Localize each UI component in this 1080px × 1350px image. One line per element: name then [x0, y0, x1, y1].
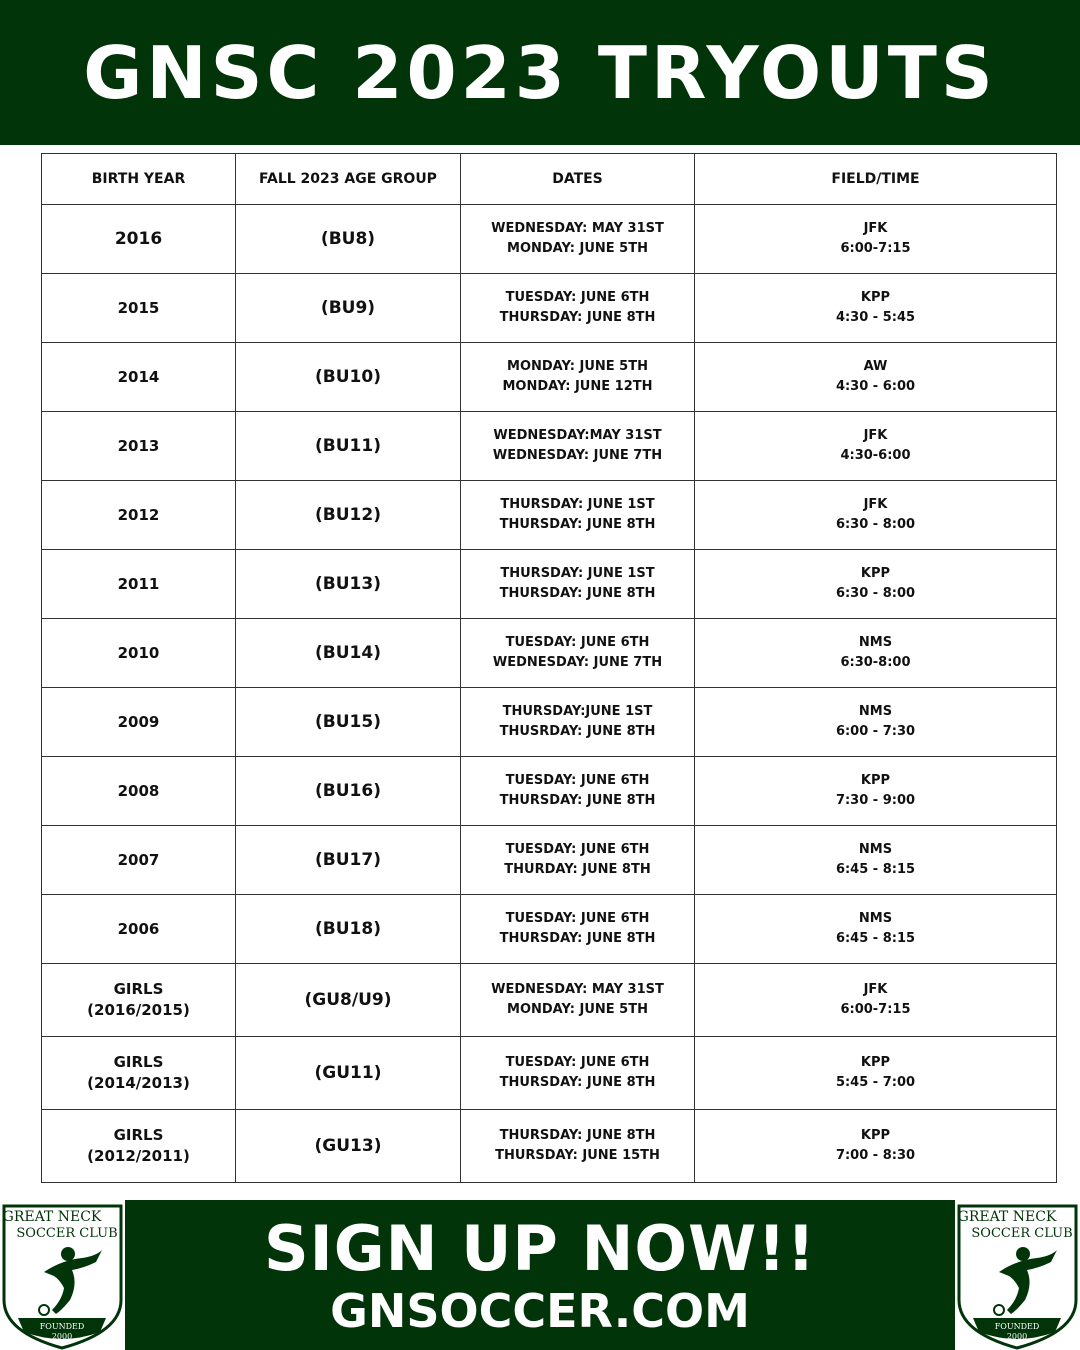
age-group-cell: (BU9)	[236, 274, 461, 343]
logo-text-great-neck: GREAT NECK	[2, 1209, 102, 1225]
time-range: 6:00 - 7:30	[835, 724, 916, 739]
column-header-age-group: FALL 2023 AGE GROUP	[236, 154, 461, 205]
age-group-cell: (BU10)	[236, 343, 461, 412]
dates-cell	[461, 1037, 695, 1110]
birth-year-text: 2008	[117, 781, 160, 800]
field-name: KPP	[860, 1128, 891, 1143]
tryouts-table	[41, 153, 1057, 1183]
field-name: NMS	[858, 911, 893, 926]
tryout-date: THURDAY: JUNE 8TH	[504, 862, 651, 877]
table-body	[42, 205, 1057, 1183]
table-row	[42, 205, 1057, 274]
field-time-cell	[695, 964, 1057, 1037]
dates-cell	[461, 895, 695, 964]
dates-cell	[461, 826, 695, 895]
dates-cell	[461, 274, 695, 343]
tryout-date: WEDNESDAY: MAY 31ST	[491, 982, 664, 997]
birth-year-cell	[42, 964, 236, 1037]
age-group-cell: (BU17)	[236, 826, 461, 895]
table-row	[42, 550, 1057, 619]
dates-cell	[461, 757, 695, 826]
birth-year-cell	[42, 688, 236, 757]
website-link[interactable]: GNSOCCER.COM	[330, 1284, 750, 1338]
birth-year-text: (2016/2015)	[87, 1001, 190, 1019]
logo-text-soccer-club: SOCCER CLUB	[971, 1226, 1073, 1241]
field-time-cell	[695, 550, 1057, 619]
field-name: KPP	[860, 566, 891, 581]
field-time-cell	[695, 1110, 1057, 1183]
tryout-date: THUSRDAY: JUNE 8TH	[499, 724, 656, 739]
table-row	[42, 1037, 1057, 1110]
dates-cell	[461, 964, 695, 1037]
field-name: KPP	[860, 773, 891, 788]
dates-cell	[461, 688, 695, 757]
time-range: 7:30 - 9:00	[835, 793, 916, 808]
age-group-cell: (GU13)	[236, 1110, 461, 1183]
time-range: 5:45 - 7:00	[835, 1075, 916, 1090]
tryout-date: THURSDAY: JUNE 1ST	[500, 497, 655, 512]
dates-cell	[461, 412, 695, 481]
tryout-date: THURSDAY: JUNE 15TH	[495, 1148, 660, 1163]
birth-year-text: (2012/2011)	[87, 1147, 190, 1165]
birth-year-text: 2009	[117, 712, 160, 731]
dates-cell	[461, 619, 695, 688]
age-group-cell: (BU8)	[236, 205, 461, 274]
field-time-cell	[695, 688, 1057, 757]
tryout-date: TUESDAY: JUNE 6TH	[505, 773, 650, 788]
age-group-cell: (BU18)	[236, 895, 461, 964]
dates-cell	[461, 205, 695, 274]
birth-year-cell	[42, 619, 236, 688]
birth-year-text: GIRLS	[113, 980, 164, 998]
field-name: JFK	[863, 221, 888, 236]
table-row	[42, 481, 1057, 550]
field-time-cell	[695, 1037, 1057, 1110]
tryout-date: TUESDAY: JUNE 6TH	[505, 842, 650, 857]
field-time-cell	[695, 274, 1057, 343]
tryout-date: TUESDAY: JUNE 6TH	[505, 290, 650, 305]
column-header-field-time: FIELD/TIME	[695, 154, 1057, 205]
tryout-date: WEDNESDAY: JUNE 7TH	[492, 448, 663, 463]
birth-year-text: 2010	[117, 643, 160, 662]
field-time-cell	[695, 412, 1057, 481]
time-range: 6:30 - 8:00	[835, 517, 916, 532]
column-header-dates: DATES	[461, 154, 695, 205]
birth-year-cell	[42, 1037, 236, 1110]
field-name: NMS	[858, 842, 893, 857]
tryout-date: TUESDAY: JUNE 6TH	[505, 1055, 650, 1070]
age-group-cell: (BU14)	[236, 619, 461, 688]
tryout-date: TUESDAY: JUNE 6TH	[505, 635, 650, 650]
tryout-date: THURSDAY: JUNE 8TH	[499, 586, 656, 601]
time-range: 6:30 - 8:00	[835, 586, 916, 601]
field-name: KPP	[860, 1055, 891, 1070]
table-row	[42, 619, 1057, 688]
age-group-cell: (BU12)	[236, 481, 461, 550]
age-group-cell: (BU13)	[236, 550, 461, 619]
time-range: 6:45 - 8:15	[835, 931, 916, 946]
tryout-date: THURSDAY: JUNE 8TH	[499, 793, 656, 808]
field-name: KPP	[860, 290, 891, 305]
page-title: GNSC 2023 TRYOUTS	[83, 30, 997, 115]
tryout-date: MONDAY: JUNE 12TH	[502, 379, 653, 394]
table-row	[42, 343, 1057, 412]
birth-year-cell	[42, 1110, 236, 1183]
tryout-date: THURSDAY: JUNE 8TH	[499, 310, 656, 325]
tryout-date: THURSDAY:JUNE 1ST	[502, 704, 653, 719]
logo-text-year: 2000	[51, 1332, 73, 1341]
birth-year-cell	[42, 895, 236, 964]
tryout-date: THURSDAY: JUNE 8TH	[499, 1075, 656, 1090]
field-name: JFK	[863, 982, 888, 997]
birth-year-text: (2014/2013)	[87, 1074, 190, 1092]
table-row	[42, 757, 1057, 826]
tryout-date: WEDNESDAY: JUNE 7TH	[492, 655, 663, 670]
table-row	[42, 826, 1057, 895]
tryout-date: MONDAY: JUNE 5TH	[507, 359, 648, 374]
birth-year-text: 2015	[117, 298, 160, 317]
field-time-cell	[695, 619, 1057, 688]
birth-year-text: GIRLS	[113, 1126, 164, 1144]
age-group-cell: (BU11)	[236, 412, 461, 481]
tryout-date: THURSDAY: JUNE 8TH	[499, 931, 656, 946]
time-range: 4:30 - 5:45	[835, 310, 916, 325]
tryout-date: THURSDAY: JUNE 8TH	[499, 517, 656, 532]
field-name: NMS	[858, 704, 893, 719]
table-row	[42, 274, 1057, 343]
field-time-cell	[695, 343, 1057, 412]
birth-year-text: 2014	[117, 367, 160, 386]
table-header-row	[42, 154, 1057, 205]
time-range: 6:30-8:00	[840, 655, 911, 670]
birth-year-text: 2013	[117, 436, 160, 455]
birth-year-text: 2011	[117, 574, 160, 593]
dates-cell	[461, 481, 695, 550]
dates-cell	[461, 1110, 695, 1183]
field-time-cell	[695, 757, 1057, 826]
time-range: 6:00-7:15	[840, 241, 911, 256]
field-name: NMS	[858, 635, 893, 650]
birth-year-cell	[42, 757, 236, 826]
column-header-birth-year: BIRTH YEAR	[42, 154, 236, 205]
tryout-date: THURSDAY: JUNE 1ST	[500, 566, 655, 581]
birth-year-cell	[42, 550, 236, 619]
tryout-date: WEDNESDAY:MAY 31ST	[493, 428, 662, 443]
time-range: 6:00-7:15	[840, 1002, 911, 1017]
field-time-cell	[695, 481, 1057, 550]
logo-text-founded: FOUNDED	[994, 1322, 1040, 1331]
tryout-date: THURSDAY: JUNE 8TH	[499, 1128, 656, 1143]
dates-cell	[461, 343, 695, 412]
birth-year-text: 2007	[117, 850, 160, 869]
time-range: 4:30-6:00	[840, 448, 911, 463]
birth-year-cell	[42, 826, 236, 895]
birth-year-text: GIRLS	[113, 1053, 164, 1071]
tryout-date: TUESDAY: JUNE 6TH	[505, 911, 650, 926]
tryout-date: MONDAY: JUNE 5TH	[507, 241, 648, 256]
field-time-cell	[695, 826, 1057, 895]
time-range: 4:30 - 6:00	[835, 379, 916, 394]
field-name: JFK	[863, 428, 888, 443]
club-crest-icon	[955, 1200, 1080, 1350]
birth-year-text: 2006	[117, 919, 160, 938]
tryout-date: MONDAY: JUNE 5TH	[507, 1002, 648, 1017]
age-group-cell: (GU11)	[236, 1037, 461, 1110]
time-range: 7:00 - 8:30	[835, 1148, 916, 1163]
birth-year-cell	[42, 205, 236, 274]
logo-text-year: 2000	[1006, 1332, 1028, 1341]
logo-text-soccer-club: SOCCER CLUB	[16, 1226, 118, 1241]
birth-year-text: 2012	[117, 505, 160, 524]
tryout-date: WEDNESDAY: MAY 31ST	[491, 221, 664, 236]
logo-text-founded: FOUNDED	[39, 1322, 85, 1331]
birth-year-cell	[42, 412, 236, 481]
field-name: AW	[863, 359, 888, 374]
logo-text-great-neck: GREAT NECK	[957, 1209, 1057, 1225]
signup-headline: SIGN UP NOW!!	[264, 1212, 816, 1285]
age-group-cell: (GU8/U9)	[236, 964, 461, 1037]
field-time-cell	[695, 205, 1057, 274]
table-row	[42, 1110, 1057, 1183]
table-row	[42, 688, 1057, 757]
table-row	[42, 964, 1057, 1037]
header-banner	[0, 0, 1080, 145]
table-row	[42, 895, 1057, 964]
dates-cell	[461, 550, 695, 619]
age-group-cell: (BU16)	[236, 757, 461, 826]
birth-year-cell	[42, 274, 236, 343]
club-logo-right	[955, 1200, 1080, 1350]
birth-year-text: 2016	[114, 228, 163, 249]
age-group-cell: (BU15)	[236, 688, 461, 757]
table-row	[42, 412, 1057, 481]
birth-year-cell	[42, 481, 236, 550]
field-name: JFK	[863, 497, 888, 512]
footer-banner	[0, 1200, 1080, 1350]
birth-year-cell	[42, 343, 236, 412]
time-range: 6:45 - 8:15	[835, 862, 916, 877]
field-time-cell	[695, 895, 1057, 964]
